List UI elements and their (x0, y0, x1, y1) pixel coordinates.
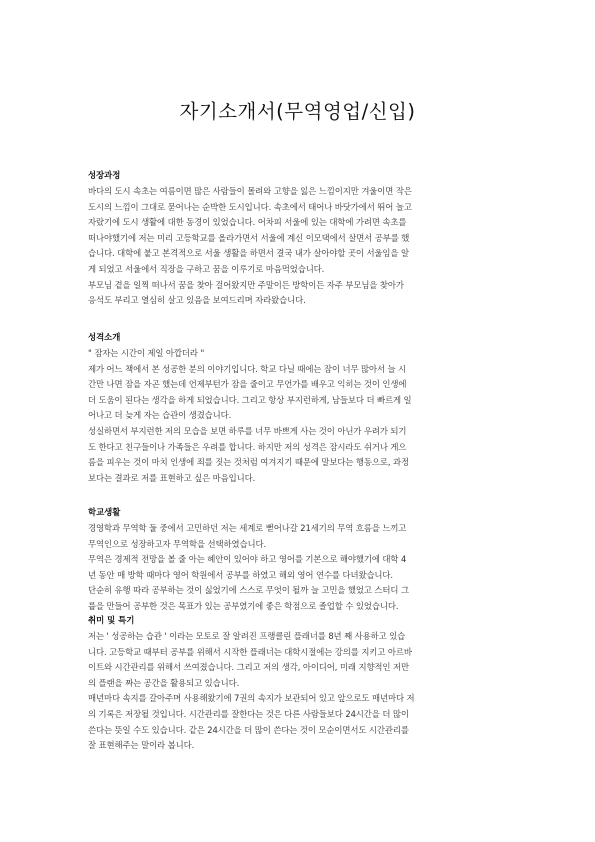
paragraph-line: 간만 나면 잠을 자곤 했는데 언제부턴가 잠을 줄이고 무언가를 배우고 익히는 것이 인생에 (88, 379, 407, 390)
section-heading: 취미 및 특기 (88, 615, 135, 625)
paragraph-line: 룹을 만들어 공부한 것은 목표가 있는 공부였기에 좋은 학점으로 졸업할 수 있었습니다. (88, 600, 399, 611)
paragraph-line: 자랐기에 도시 생활에 대한 동경이 있었습니다. 어차피 서울에 있는 대학에 가려면 속초를 (88, 217, 407, 228)
paragraph-line: 보다는 결과로 저를 표현하고 싶은 마음입니다. (88, 472, 256, 483)
paragraph-line: 습니다. 대학에 붙고 본격적으로 서울 생활을 하면서 결국 내가 살아야할 곳이 서울임을 알 (88, 248, 409, 259)
document-title: 자기소개서(무역영업/신입) (179, 100, 416, 123)
paragraph-line: 니다. 고등학교 때부터 공부를 위해서 시작한 플래너는 대학시절에는 강의를 지키고 아르바 (88, 646, 412, 657)
paragraph-line: 응석도 부리고 열심히 살고 있음을 보여드리며 자라왔습니다. (88, 295, 306, 306)
paragraph-line: 잘 표현해주는 말이라 봅니다. (88, 740, 195, 751)
paragraph-line: 쓴다는 뜻일 수도 있습니다. 같은 24시간을 더 많이 쓴다는 것이 모순이면서도 시간관리를 (88, 724, 409, 735)
paragraph-line: 무역은 경제적 전망을 볼 줄 아는 혜안이 있어야 하고 영어를 기본으로 해야했기에 대학 4 (88, 554, 407, 565)
paragraph-line: 도시의 느낌이 그대로 묻어나는 순박한 도시입니다. 속초에서 태어나 바닷가에서 뛰어 놀고 (88, 201, 412, 212)
paragraph-line: 바다의 도시 속초는 여름이면 많은 사람들이 몰려와 고향을 잃은 느낌이지만 겨울이면 작은 (88, 186, 412, 196)
paragraph-line: 무역인으로 성장하고자 무역학을 선택하였습니다. (88, 538, 267, 549)
paragraph-line: 이트와 시간관리를 위해서 쓰여졌습니다. 그리고 저의 생각, 아이디어, 미래 지향적인 저만 (88, 662, 409, 673)
quote-line: " 잠자는 시간이 제일 아깝더라 " (88, 348, 205, 358)
paragraph-line: 제가 어느 책에서 본 성공한 분의 이야기입니다. 학교 다닐 때에는 잠이 너무 많아서 늘 시 (88, 363, 407, 374)
paragraph-line: 름을 피우는 것이 마치 인생에 죄를 짓는 것처럼 여겨지기 때문에 말보다는 행동으로, 과정 (88, 457, 409, 468)
section-growth (88, 168, 508, 309)
paragraph-line: 성실하면서 부지런한 저의 모습을 보면 하루를 너무 바쁘게 사는 것이 아닌가 우려가 되기 (88, 425, 407, 436)
paragraph-line: 년 동안 매 방학 때마다 영어 학원에서 공부를 하였고 해외 영어 연수를 다녀왔습니다. (88, 569, 393, 580)
paragraph-line: 매년마다 속지를 갈아주며 사용해왔기에 7권의 속지가 보관되어 있고 앞으로도 매년마다 저 (88, 693, 415, 704)
paragraph-line: 떠나야했기에 저는 미리 고등학교를 올라가면서 서울에 계신 이모댁에서 살면서 공부를 했 (88, 232, 410, 243)
paragraph-line: 저는 ' 성공하는 습관 ' 이라는 모토로 잘 알려진 프랭클린 플래너를 8년 째 사용하고 있습 (88, 631, 406, 641)
paragraph-line: 단순히 유행 따라 공부하는 것이 싫었기에 스스로 무엇이 될까 늘 고민을 했었고 스터디 그 (88, 585, 409, 596)
section-heading: 학교생활 (88, 507, 121, 517)
paragraph-line: 의 기록은 저장될 것입니다. 시간관리를 잘한다는 것은 다른 사람들보다 24시간을 더 많이 (88, 708, 409, 719)
section-school-life (88, 505, 508, 615)
section-heading: 성장과정 (88, 170, 121, 180)
paragraph-line: 도 한다고 친구들이나 가족들은 우려를 합니다. 하지만 저의 성격은 잠시라도 쉬거나 게으 (88, 441, 407, 452)
paragraph-line: 게 되었고 서울에서 직장을 구하고 꿈을 이루기로 마음먹었습니다. (88, 263, 325, 274)
section-hobbies (88, 613, 508, 754)
paragraph-line: 의 플랜을 짜는 공간을 활용되고 있습니다. (88, 677, 240, 688)
paragraph-line: 더 도움이 된다는 생각을 하게 되었습니다. 그리고 항상 부지런하게, 남들보다 더 빠르게 일 (88, 394, 412, 405)
section-heading: 성격소개 (88, 332, 121, 342)
section-personality (88, 330, 508, 486)
paragraph-line: 경영학과 무역학 둘 중에서 고민하던 저는 세계로 뻗어나갈 21세기의 무역 흐름을 느끼고 (88, 523, 407, 533)
paragraph-line: 어나고 더 늦게 자는 습관이 생겼습니다. (88, 410, 232, 421)
paragraph-line: 부모님 곁을 일찍 떠나서 꿈을 찾아 걸어왔지만 주말이든 방학이든 자주 부모님을 찾아가 (88, 279, 404, 290)
